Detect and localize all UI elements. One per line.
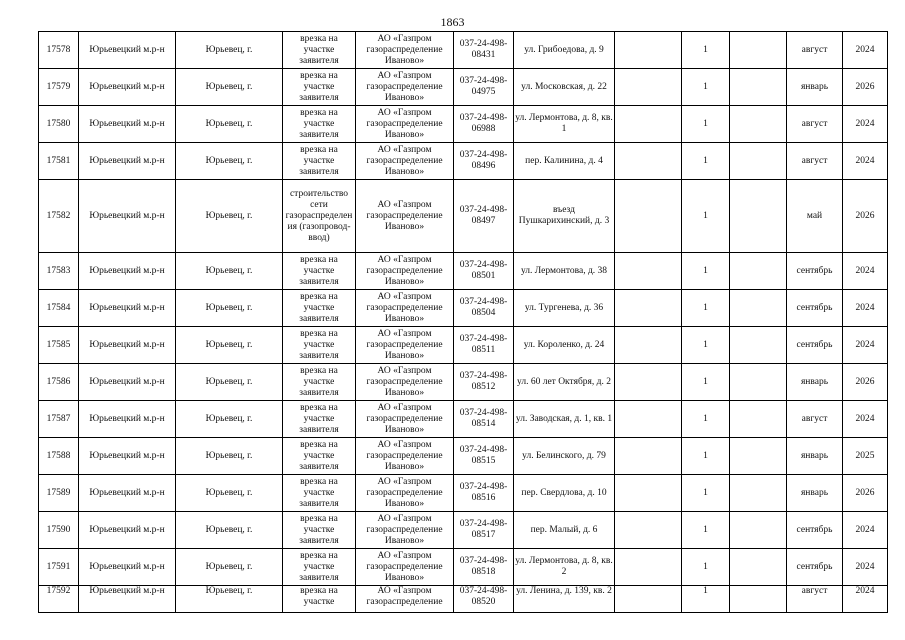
year-cell: 2024 [843,512,888,549]
settlement-cell: Юрьевец, г. [176,586,283,613]
table-row [39,327,888,364]
district-cell: Юрьевецкий м.р-н [79,106,176,143]
settlement-cell: Юрьевец, г. [176,475,283,512]
organization-cell: АО «Газпром газораспределение Иваново» [356,69,454,106]
year-cell: 2026 [843,475,888,512]
table-body [39,32,888,613]
work-type-cell: врезка на участке заявителя [283,32,356,69]
work-type-cell: врезка на участке заявителя [283,401,356,438]
address-cell: ул. Короленко, д. 24 [514,327,615,364]
quantity-cell: 1 [682,253,730,290]
record-number-cell: 17589 [39,475,79,512]
table-row [39,475,888,512]
empty-cell [730,475,787,512]
year-cell: 2026 [843,180,888,253]
empty-cell [730,180,787,253]
address-cell: ул. Лермонтова, д. 8, кв. 2 [514,549,615,586]
record-number-cell: 17583 [39,253,79,290]
application-code-cell: 037-24-498-04975 [454,69,514,106]
year-cell: 2024 [843,327,888,364]
address-cell: ул. Заводская, д. 1, кв. 1 [514,401,615,438]
empty-cell [615,586,682,613]
table-row [39,401,888,438]
record-number-cell: 17578 [39,32,79,69]
application-code-cell: 037-24-498-08501 [454,253,514,290]
month-cell: январь [787,438,843,475]
district-cell: Юрьевецкий м.р-н [79,549,176,586]
quantity-cell: 1 [682,32,730,69]
work-type-cell: врезка на участке заявителя [283,143,356,180]
address-cell: пер. Калинина, д. 4 [514,143,615,180]
address-cell: ул. Московская, д. 22 [514,69,615,106]
application-code-cell: 037-24-498-08496 [454,143,514,180]
empty-cell [615,438,682,475]
year-cell: 2024 [843,143,888,180]
work-type-cell: врезка на участке [283,586,356,613]
application-code-cell: 037-24-498-08517 [454,512,514,549]
address-cell: ул. Ленина, д. 139, кв. 2 [514,586,615,613]
address-cell: ул. Тургенева, д. 36 [514,290,615,327]
organization-cell: АО «Газпром газораспределение Иваново» [356,401,454,438]
organization-cell: АО «Газпром газораспределение Иваново» [356,364,454,401]
address-cell: ул. Грибоедова, д. 9 [514,32,615,69]
quantity-cell: 1 [682,438,730,475]
record-number-cell: 17584 [39,290,79,327]
application-code-cell: 037-24-498-08511 [454,327,514,364]
settlement-cell: Юрьевец, г. [176,401,283,438]
month-cell: август [787,106,843,143]
year-cell: 2024 [843,32,888,69]
settlement-cell: Юрьевец, г. [176,253,283,290]
record-number-cell: 17588 [39,438,79,475]
application-code-cell: 037-24-498-08512 [454,364,514,401]
year-cell: 2024 [843,549,888,586]
address-cell: ул. Белинского, д. 79 [514,438,615,475]
table-row [39,549,888,586]
record-number-cell: 17581 [39,143,79,180]
settlement-cell: Юрьевец, г. [176,438,283,475]
month-cell: август [787,401,843,438]
year-cell: 2024 [843,586,888,613]
empty-cell [615,180,682,253]
work-type-cell: врезка на участке заявителя [283,512,356,549]
application-code-cell: 037-24-498-08520 [454,586,514,613]
empty-cell [730,32,787,69]
work-type-cell: врезка на участке заявителя [283,364,356,401]
empty-cell [615,549,682,586]
quantity-cell: 1 [682,106,730,143]
quantity-cell: 1 [682,180,730,253]
year-cell: 2026 [843,69,888,106]
table-row [39,69,888,106]
empty-cell [730,106,787,143]
empty-cell [615,327,682,364]
record-number-cell: 17591 [39,549,79,586]
year-cell: 2025 [843,438,888,475]
empty-cell [730,143,787,180]
settlement-cell: Юрьевец, г. [176,512,283,549]
organization-cell: АО «Газпром газораспределение Иваново» [356,512,454,549]
record-number-cell: 17585 [39,327,79,364]
empty-cell [730,364,787,401]
district-cell: Юрьевецкий м.р-н [79,364,176,401]
application-code-cell: 037-24-498-08518 [454,549,514,586]
application-code-cell: 037-24-498-08514 [454,401,514,438]
table-row [39,106,888,143]
table-row [39,438,888,475]
registry-table [38,31,888,613]
page-number: 1863 [440,15,465,29]
month-cell: август [787,32,843,69]
table-row [39,253,888,290]
district-cell: Юрьевецкий м.р-н [79,401,176,438]
record-number-cell: 17586 [39,364,79,401]
settlement-cell: Юрьевец, г. [176,69,283,106]
work-type-cell: врезка на участке заявителя [283,438,356,475]
month-cell: сентябрь [787,253,843,290]
settlement-cell: Юрьевец, г. [176,143,283,180]
district-cell: Юрьевецкий м.р-н [79,475,176,512]
month-cell: август [787,143,843,180]
quantity-cell: 1 [682,69,730,106]
work-type-cell: врезка на участке заявителя [283,69,356,106]
settlement-cell: Юрьевец, г. [176,180,283,253]
quantity-cell: 1 [682,512,730,549]
table-row [39,586,888,613]
work-type-cell: врезка на участке заявителя [283,327,356,364]
month-cell: январь [787,69,843,106]
address-cell: ул. Лермонтова, д. 8, кв. 1 [514,106,615,143]
quantity-cell: 1 [682,401,730,438]
settlement-cell: Юрьевец, г. [176,327,283,364]
organization-cell: АО «Газпром газораспределение Иваново» [356,32,454,69]
organization-cell: АО «Газпром газораспределение Иваново» [356,180,454,253]
empty-cell [730,512,787,549]
year-cell: 2024 [843,106,888,143]
year-cell: 2024 [843,253,888,290]
address-cell: пер. Свердлова, д. 10 [514,475,615,512]
empty-cell [615,106,682,143]
empty-cell [615,512,682,549]
organization-cell: АО «Газпром газораспределение Иваново» [356,475,454,512]
work-type-cell: врезка на участке заявителя [283,106,356,143]
empty-cell [615,290,682,327]
empty-cell [730,586,787,613]
empty-cell [615,401,682,438]
address-cell: въезд Пушкарихинский, д. 3 [514,180,615,253]
empty-cell [730,401,787,438]
work-type-cell: врезка на участке заявителя [283,549,356,586]
district-cell: Юрьевецкий м.р-н [79,438,176,475]
month-cell: август [787,586,843,613]
record-number-cell: 17580 [39,106,79,143]
application-code-cell: 037-24-498-06988 [454,106,514,143]
empty-cell [615,69,682,106]
record-number-cell: 17592 [39,586,79,613]
address-cell: пер. Малый, д. 6 [514,512,615,549]
quantity-cell: 1 [682,586,730,613]
record-number-cell: 17587 [39,401,79,438]
empty-cell [730,438,787,475]
empty-cell [615,364,682,401]
district-cell: Юрьевецкий м.р-н [79,586,176,613]
work-type-cell: врезка на участке заявителя [283,253,356,290]
organization-cell: АО «Газпром газораспределение Иваново» [356,327,454,364]
application-code-cell: 037-24-498-08516 [454,475,514,512]
organization-cell: АО «Газпром газораспределение Иваново» [356,438,454,475]
organization-cell: АО «Газпром газораспределение Иваново» [356,106,454,143]
district-cell: Юрьевецкий м.р-н [79,180,176,253]
work-type-cell: врезка на участке заявителя [283,290,356,327]
month-cell: сентябрь [787,327,843,364]
quantity-cell: 1 [682,475,730,512]
address-cell: ул. Лермонтова, д. 38 [514,253,615,290]
work-type-cell: врезка на участке заявителя [283,475,356,512]
settlement-cell: Юрьевец, г. [176,290,283,327]
settlement-cell: Юрьевец, г. [176,106,283,143]
table-row [39,364,888,401]
table-row [39,143,888,180]
table-row [39,180,888,253]
empty-cell [730,327,787,364]
empty-cell [615,475,682,512]
district-cell: Юрьевецкий м.р-н [79,69,176,106]
settlement-cell: Юрьевец, г. [176,364,283,401]
district-cell: Юрьевецкий м.р-н [79,327,176,364]
organization-cell: АО «Газпром газораспределение Иваново» [356,549,454,586]
district-cell: Юрьевецкий м.р-н [79,143,176,180]
district-cell: Юрьевецкий м.р-н [79,253,176,290]
application-code-cell: 037-24-498-08431 [454,32,514,69]
month-cell: сентябрь [787,290,843,327]
table-row [39,290,888,327]
empty-cell [615,32,682,69]
application-code-cell: 037-24-498-08497 [454,180,514,253]
empty-cell [615,253,682,290]
work-type-cell: строительство сети газораспределения (газопровод-ввод) [283,180,356,253]
organization-cell: АО «Газпром газораспределение Иваново» [356,143,454,180]
month-cell: май [787,180,843,253]
year-cell: 2024 [843,401,888,438]
district-cell: Юрьевецкий м.р-н [79,512,176,549]
settlement-cell: Юрьевец, г. [176,32,283,69]
record-number-cell: 17582 [39,180,79,253]
quantity-cell: 1 [682,143,730,180]
organization-cell: АО «Газпром газораспределение Иваново» [356,253,454,290]
empty-cell [615,143,682,180]
organization-cell: АО «Газпром газораспределение [356,586,454,613]
quantity-cell: 1 [682,327,730,364]
organization-cell: АО «Газпром газораспределение Иваново» [356,290,454,327]
empty-cell [730,290,787,327]
settlement-cell: Юрьевец, г. [176,549,283,586]
application-code-cell: 037-24-498-08504 [454,290,514,327]
month-cell: январь [787,364,843,401]
empty-cell [730,549,787,586]
table-row [39,32,888,69]
month-cell: январь [787,475,843,512]
year-cell: 2024 [843,290,888,327]
record-number-cell: 17579 [39,69,79,106]
year-cell: 2026 [843,364,888,401]
empty-cell [730,253,787,290]
district-cell: Юрьевецкий м.р-н [79,290,176,327]
table-row [39,512,888,549]
address-cell: ул. 60 лет Октября, д. 2 [514,364,615,401]
month-cell: сентябрь [787,549,843,586]
record-number-cell: 17590 [39,512,79,549]
quantity-cell: 1 [682,549,730,586]
quantity-cell: 1 [682,364,730,401]
month-cell: сентябрь [787,512,843,549]
quantity-cell: 1 [682,290,730,327]
empty-cell [730,69,787,106]
district-cell: Юрьевецкий м.р-н [79,32,176,69]
application-code-cell: 037-24-498-08515 [454,438,514,475]
